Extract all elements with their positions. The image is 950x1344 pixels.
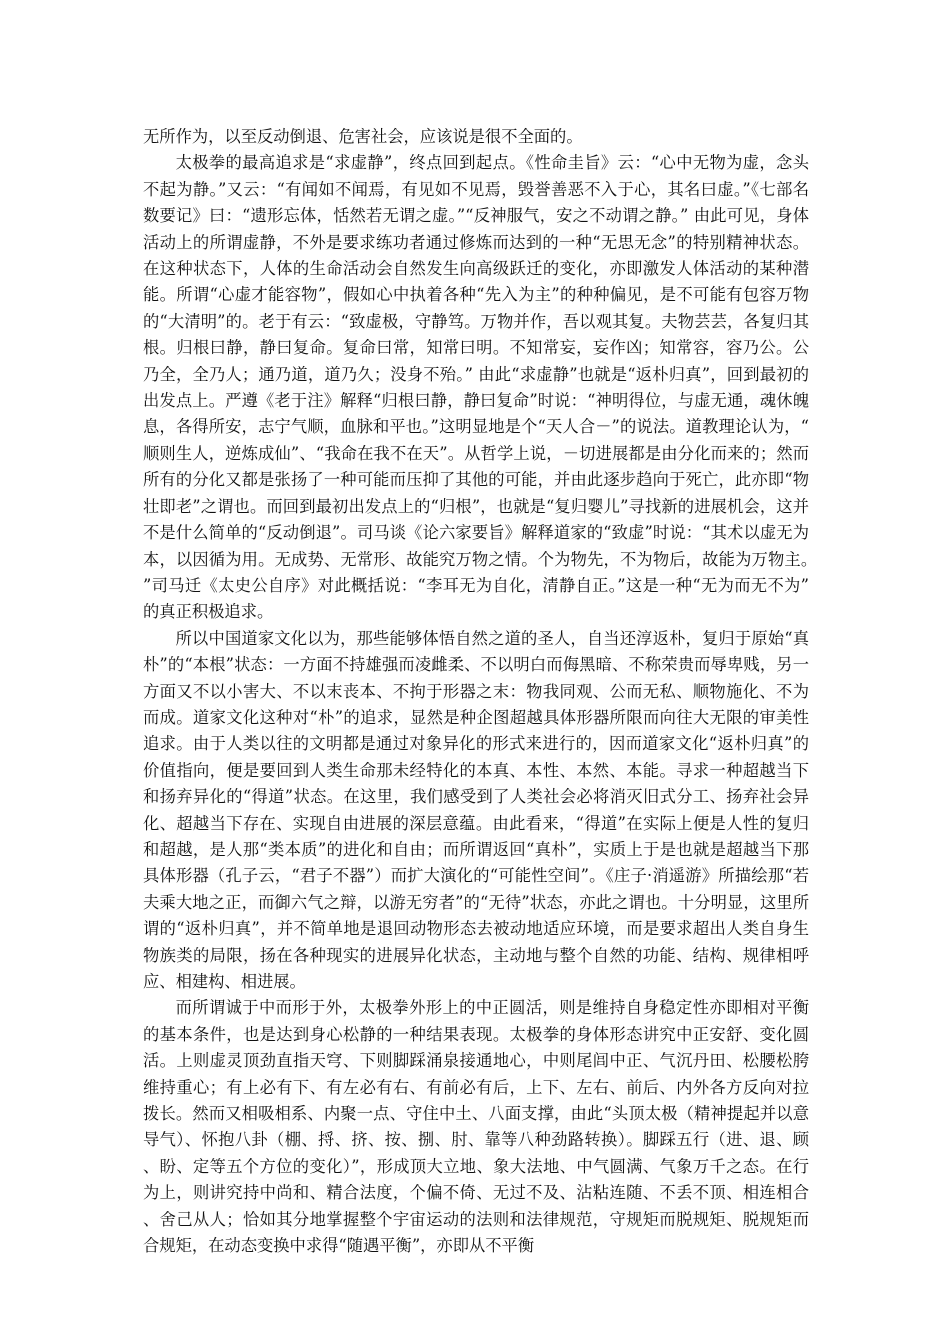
paragraph-2: 太极拳的最高追求是“求虚静”，终点回到起点。《性命圭旨》云：“心中无物为虚，念头不起为静。”又云：“有闻如不闻焉，有见如不见焉，毁誉善恶不入于心，其名曰虚。”《七部名数要记》曰：“遗形忘体，恬然若无谓之虚。”“反神服气，安之不动谓之静。” 由此可见，身体活动上的所谓虚静，不外是要求练功者通过修炼而达到的一种“无思无念”的特别精神状态。在这种状态下，人体的生命活动会自然发生向高级跃迁的变化，亦即激发人体活动的某种潜能。所谓“心虚才能容物”，假如心中执着各种“先入为主”的种种偏见，是不可能有包容万物的“大清明”的。老于有云：“致虚极，守静笃。万物并作，吾以观其复。夫物芸芸，各复归其根。归根曰静，静曰复命。复命曰常，知常曰明。不知常妄，妄作凶；知常容，容乃公。公乃全，全乃人；通乃道，道乃久；没身不殆。” 由此“求虚静”也就是“返朴归真”，回到最初的出发点上。严遵《老于注》解释“归根曰静，静曰复命”时说：“神明得位，与虚无通，魂休魄息，各得所安，志宁气顺，血脉和平也。”这明显地是个“天人合－”的说法。道教理论认为，“顺则生人，逆炼成仙”、“我命在我不在天”。从哲学上说，－切进展都是由分化而来的；然而所有的分化又都是张扬了一种可能而压抑了其他的可能，并由此逐步趋向于死亡，此亦即“物壮即老”之谓也。而回到最初出发点上的“归根”，也就是“复归婴儿”寻找新的进展机会，这并不是什么简单的“反动倒退”。司马谈《论六家要旨》解释道家的“致虚”时说：“其术以虚无为本，以因循为用。无成势、无常形、故能究万物之情。个为物先，不为物后，故能为万物主。”司马迁《太史公自序》对此概括说：“李耳无为自化，清静自正。”这是一种“无为而无不为”的真正积极追求。 <box>143 153 809 622</box>
paragraph-4: 而所谓诚于中而形于外，太极拳外形上的中正圆活，则是维持自身稳定性亦即相对平衡的基本条件，也是达到身心松静的一种结果表现。太极拳的身体形态讲究中正安舒、变化圆活。上则虚灵顶劲直指天穹、下则脚踩涌泉接通地心，中则尾闾中正、气沉丹田、松腰松胯维持重心；有上必有下、有左必有右、有前必有后，上下、左右、前后、内外各方反向对拉拨长。然而又相吸相系、内聚一点、守住中土、八面支撑，由此“头顶太极（精神提起并以意导气）、怀抱八卦（棚、捋、挤、按、捌、肘、靠等八种劲路转换）。脚踩五行（进、退、顾、盼、定等五个方位的变化）”，形成顶大立地、象大法地、中气圆满、气象万千之态。在行为上，则讲究持中尚和、精合法度，个偏不倚、无过不及、沾粘连随、不丢不顶、相连相合、舍己从人；恰如其分地掌握整个宇宙运动的法则和法律规范，守规矩而脱规矩、脱规矩而合规矩，在动态变换中求得“随遇平衡”，亦即从不平衡 <box>143 998 809 1256</box>
document-body <box>143 124 809 1259</box>
paragraph-3: 所以中国道家文化以为，那些能够体悟自然之道的圣人，自当还淳返朴，复归于原始“真朴”的“本根”状态：一方面不持雄强而凌雌柔、不以明白而侮黑暗、不称荣贵而辱卑贱，另一方面又不以小害大、不以末丧本、不拘于形器之末：物我同观、公而无私、顺物施化、不为而成。道家文化这种对“朴”的追求，显然是种企图超越具体形器所限而向往大无限的审美性追求。由于人类以往的文明都是通过对象异化的形式来进行的，因而道家文化“返朴归真”的价值指向，便是要回到人类生命那未经特化的本真、本性、本然、本能。寻求一种超越当下和扬弃异化的“得道”状态。在这里，我们感受到了人类社会必将消灭旧式分工、扬弃社会异化、超越当下存在、实现自由进展的深层意蕴。由此看来，“得道”在实际上便是人性的复归和超越，是人那“类本质”的进化和自由；而所谓返回“真朴”，实质上于是也就是超越当下那具体形器（孔子云，“君子不器”）而扩大演化的“可能性空间”。《庄子·消遥游》所描绘那“若夫乘大地之正，而御六气之辩，以游无穷者”的“无待”状态，亦此之谓也。十分明显，这里所谓的“返朴归真”，并不简单地是退回动物形态去被动地适应环境，而是要求超出人类自身生物族类的局限，扬在各种现实的进展异化状态，主动地与整个自然的功能、结构、规律相呼应、相建构、相进展。 <box>143 628 809 991</box>
paragraph-1: 无所作为，以至反动倒退、危害社会，应该说是很不全面的。 <box>143 127 583 146</box>
